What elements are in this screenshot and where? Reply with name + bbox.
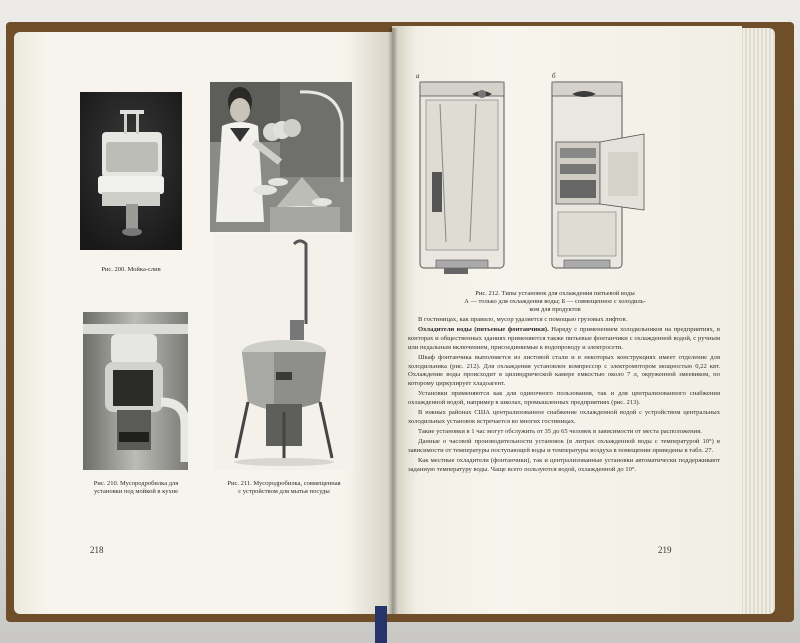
paragraph: Шкаф фонтанчика выполняется из листовой стали и в некоторых конструкциях имеет отделение для холодильника (рис. 212). Для охлаждения установлен компрессор с электромотором мощностью 0,22 квт. Охлаждение воды происходит в цилиндрической камере емкостью около 7 л, окруженной змеевиком, по которому циркулирует хладоагент.: [408, 353, 720, 388]
caption-fig211: Рис. 211. Мусородробилка, совмещенная с устройством для мытья посуды: [227, 480, 341, 495]
paragraph: В гостиницах, как правило, мусор удаляется с помощью грузовых лифтов.: [418, 316, 628, 323]
paragraph: Данные о часовой производительности установок (в литрах охлажденной воды с температурой 10°) в зависимости от температуры поступающей воды и температуры воздуха в помещении приведены в табл. 27.: [408, 437, 720, 454]
photo-disposer-under-sink: [83, 312, 188, 470]
paragraph: Как местные охладители (фонтанчики), так и централизованные установки автоматически поддерживают заданную температуру воды. Чаще всего пользуются водой, охлажденной до 10°.: [408, 456, 720, 473]
paragraph-fountains-text: Наряду с применением холодильников на предприятиях, в конторах и общественных зданиях применяются также питьевые фонтанчики с охлажденной водой, с ручным или педальным включением, присоединяемые к водопроводу и электросети.: [408, 325, 720, 351]
body-text: [408, 316, 720, 475]
paragraph-fountains: [408, 326, 720, 353]
bookmark-ribbon: [375, 606, 387, 643]
caption-fig200: Рис. 200. Мойка-слив: [101, 266, 161, 273]
paragraph: Такие установки в 1 час могут обслужить от 35 до 65 человек в зависимости от места расположения.: [418, 427, 702, 435]
photo-sink: [80, 92, 182, 250]
photo-disposer-dishwasher: [214, 234, 354, 470]
figure-letter-b: б: [552, 72, 556, 80]
book-gutter: [388, 28, 398, 614]
caption-fig210: Рис. 210. Мусородробилка для установки под мойкой в кухне: [93, 480, 179, 495]
bold-lead: Охладители воды (питьевые фонтанчики).: [418, 325, 549, 333]
caption-fig212: Рис. 212. Типы установок для охлаждения питьевой воды А — только для охлаждения воды; Б — совмещенное с холодиль- ком для продуктов: [464, 290, 646, 313]
paragraph: В южных районах США централизованное снабжение охлажденной водой с устройством центральных холодильных установок встречается во многих гостиницах.: [408, 409, 720, 425]
paragraph: Установки применяются как для одиночного пользования, так и для централизованного снабжения охлажденной водой, например в школах, промышленных предприятиях (рис. 213).: [408, 390, 720, 407]
page-number-left: 218: [90, 545, 104, 555]
page-number-right: 219: [658, 545, 672, 555]
photo-dishwashing-man: [210, 82, 352, 232]
water-cooler-drawing: [412, 72, 664, 282]
figure-letter-a: а: [416, 72, 420, 80]
